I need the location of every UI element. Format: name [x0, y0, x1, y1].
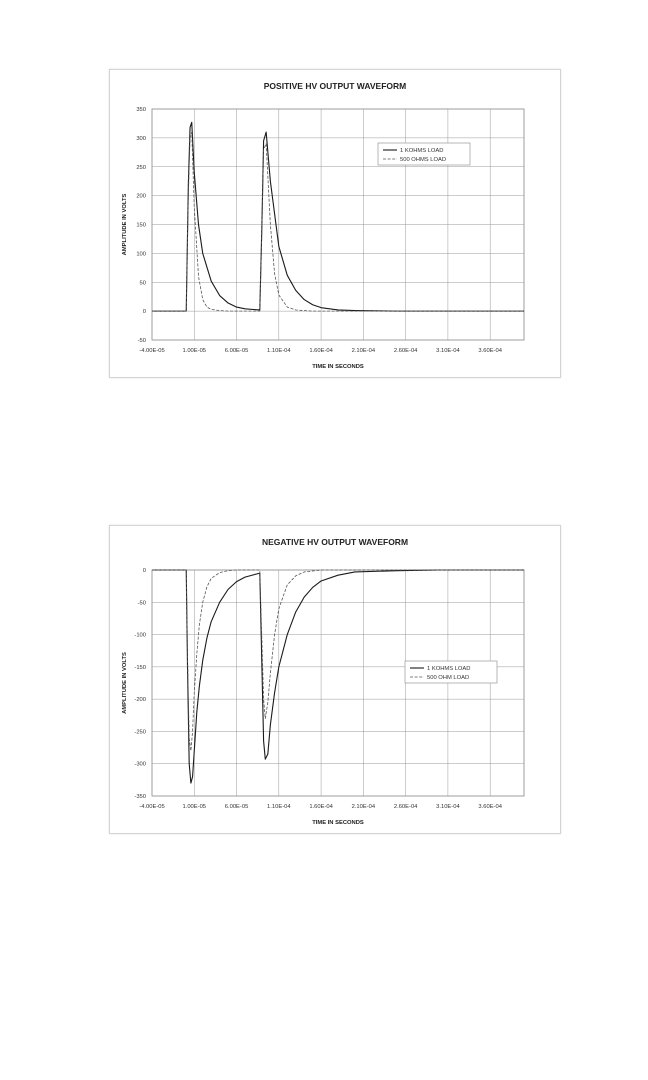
y-tick-label: 350	[136, 107, 146, 113]
x-tick-label: 6.00E-05	[224, 804, 249, 810]
x-tick-label: 2.10E-04	[351, 804, 376, 810]
legend-label: 500 OHM LOAD	[427, 675, 470, 681]
x-tick-label: 2.10E-04	[351, 348, 376, 354]
y-tick-label: -100	[134, 632, 146, 639]
x-tick-label: 3.60E-04	[478, 804, 502, 810]
y-tick-label: 150	[136, 222, 146, 229]
y-tick-label: -200	[134, 697, 146, 704]
y-tick-label: 250	[136, 164, 146, 171]
legend-label: 1 KOHMS LOAD	[427, 666, 471, 672]
x-tick-label: 1.60E-04	[309, 348, 333, 354]
x-tick-label: -4.00E-05	[139, 804, 165, 810]
y-tick-label: 0	[142, 568, 146, 574]
y-tick-label: 200	[136, 193, 146, 200]
y-tick-label: 300	[136, 135, 146, 142]
x-tick-label: 3.10E-04	[436, 348, 460, 354]
x-tick-label: 1.10E-04	[267, 804, 291, 810]
positive-waveform-chart	[109, 69, 561, 378]
x-axis-title: TIME IN SECONDS	[312, 820, 364, 826]
y-tick-label: -50	[137, 600, 146, 607]
y-tick-label: -300	[134, 761, 146, 768]
y-tick-label: 50	[139, 280, 146, 287]
negative-waveform-chart	[109, 525, 561, 834]
y-tick-label: -50	[137, 338, 146, 344]
y-axis-title: AMPLITUDE IN VOLTS	[122, 652, 128, 714]
x-tick-label: 3.10E-04	[436, 804, 460, 810]
x-tick-label: 3.60E-04	[478, 348, 502, 354]
x-tick-label: 1.60E-04	[309, 804, 333, 810]
y-tick-label: -350	[134, 794, 146, 800]
chart-title: NEGATIVE HV OUTPUT WAVEFORM	[261, 537, 409, 547]
y-axis-title: AMPLITUDE IN VOLTS	[122, 193, 128, 256]
y-tick-label: 100	[136, 251, 146, 258]
y-tick-label: -150	[134, 664, 146, 671]
y-tick-label: 0	[142, 309, 146, 316]
y-tick-label: -250	[134, 729, 146, 736]
x-tick-label: 2.60E-04	[393, 804, 418, 810]
x-tick-label: 1.00E-05	[182, 348, 207, 354]
x-tick-label: 6.00E-05	[224, 348, 249, 354]
chart-title: POSITIVE HV OUTPUT WAVEFORM	[263, 81, 407, 91]
legend-label: 1 KOHMS LOAD	[400, 148, 444, 154]
x-tick-label: -4.00E-05	[139, 348, 165, 354]
positive-waveform-svg	[110, 70, 560, 377]
negative-waveform-svg	[110, 526, 560, 833]
x-tick-label: 1.00E-05	[182, 804, 207, 810]
x-axis-title: TIME IN SECONDS	[312, 364, 364, 370]
x-tick-label: 1.10E-04	[267, 348, 291, 354]
x-tick-label: 2.60E-04	[393, 348, 418, 354]
legend-label: 500 OHMS LOAD	[400, 157, 447, 163]
